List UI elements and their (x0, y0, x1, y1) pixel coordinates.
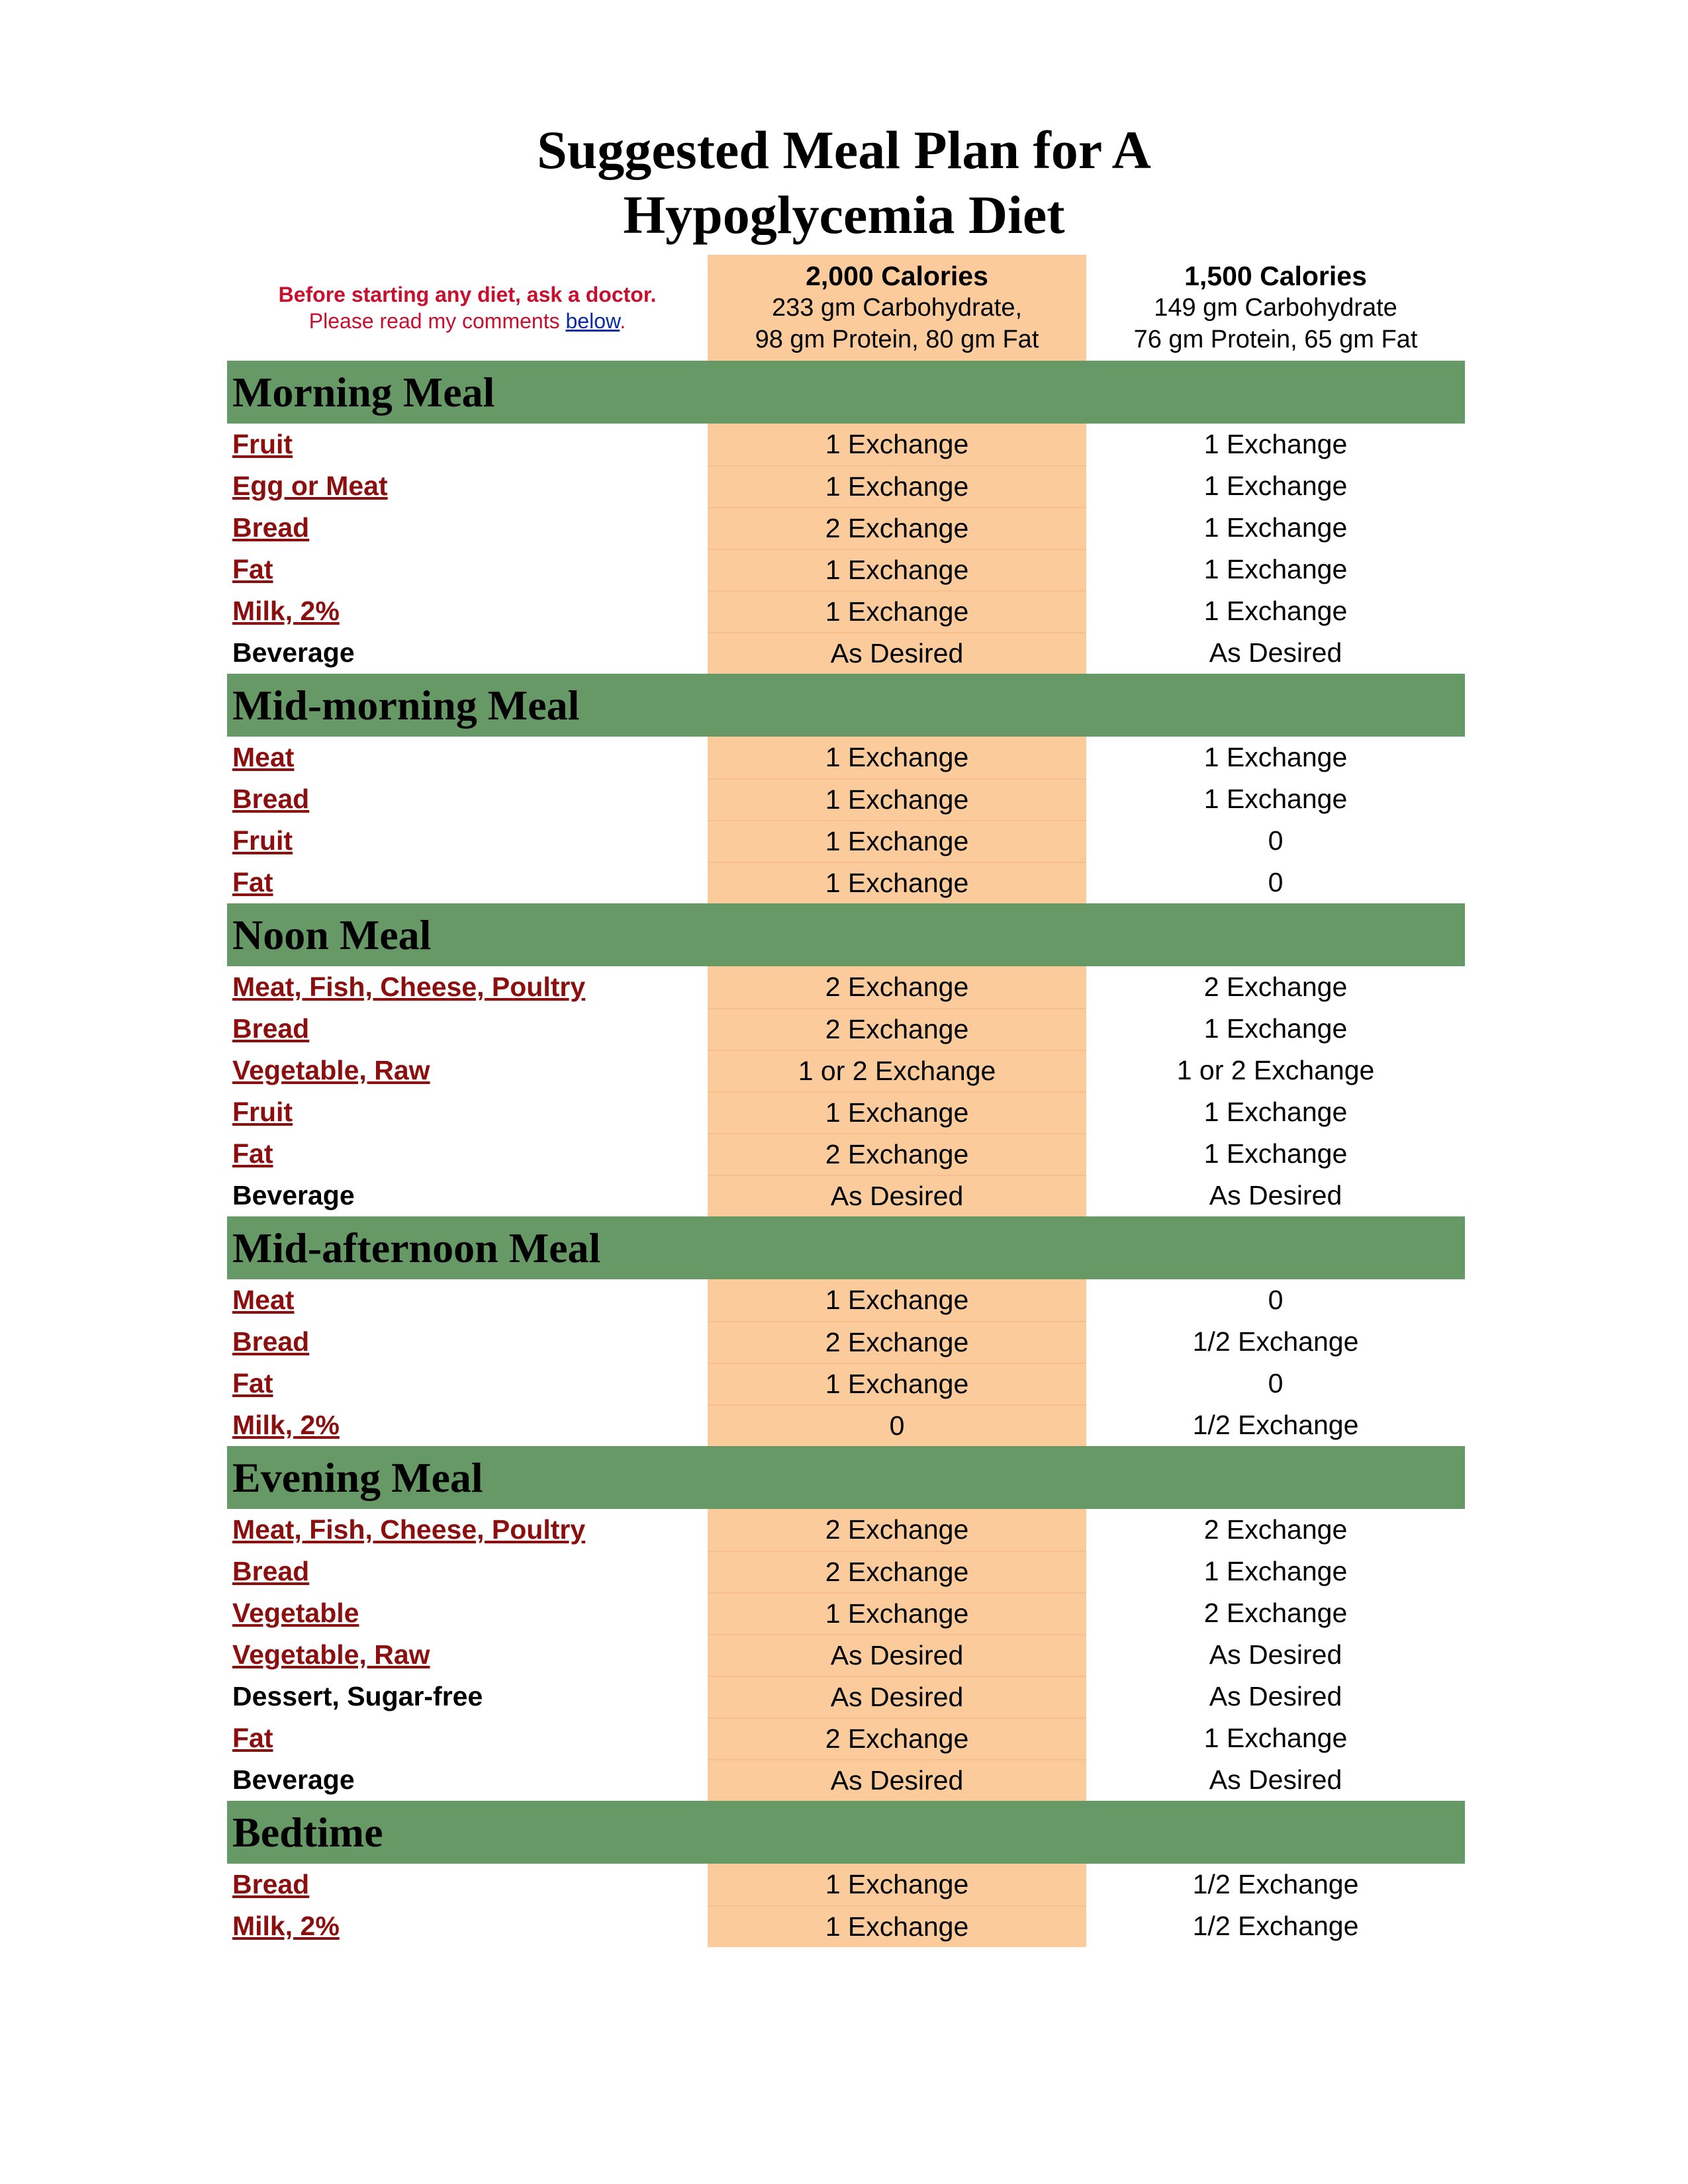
cell-1500-calories: As Desired (1209, 1764, 1342, 1795)
cell-2000-calories: 1 Exchange (708, 1363, 1086, 1404)
food-item-link[interactable]: Meat, Fish, Cheese, Poultry (232, 972, 586, 1002)
cell-1500-calories: 1 Exchange (1203, 1723, 1348, 1753)
food-item-link[interactable]: Vegetable, Raw (232, 1639, 430, 1670)
table-row (227, 507, 1465, 549)
cell-1500-calories: 1 Exchange (1203, 554, 1348, 584)
table-row (227, 1321, 1465, 1363)
section-header (227, 1446, 1465, 1509)
table-row (227, 424, 1465, 465)
cell-1500-calories: 1 Exchange (1203, 429, 1348, 459)
food-item-label: Dessert, Sugar-free (232, 1681, 483, 1711)
comments-prefix: Please read my comments (308, 309, 566, 333)
food-item-link[interactable]: Vegetable, Raw (232, 1055, 430, 1085)
section-title: Mid-afternoon Meal (232, 1224, 601, 1271)
cell-1500-calories: 1 Exchange (1203, 1556, 1348, 1586)
table-row (227, 1676, 1465, 1717)
food-item-link[interactable]: Fruit (232, 1097, 293, 1127)
cell-2000-calories: 1 or 2 Exchange (708, 1050, 1086, 1091)
food-item-label: Beverage (232, 1180, 355, 1210)
section-title: Mid-morning Meal (232, 681, 580, 729)
column-carbs: 233 gm Carbohydrate, (771, 294, 1023, 322)
cell-1500-calories: 1/2 Exchange (1192, 1326, 1359, 1357)
table-row (227, 1404, 1465, 1446)
column-title: 1,500 Calories (1184, 261, 1367, 291)
table-row (227, 549, 1465, 590)
meal-plan-table (227, 255, 1465, 1947)
cell-2000-calories: 2 Exchange (708, 1008, 1086, 1050)
food-item-link[interactable]: Bread (232, 512, 310, 543)
cell-2000-calories: 2 Exchange (708, 1321, 1086, 1363)
section-title: Noon Meal (232, 911, 432, 958)
cell-2000-calories: 1 Exchange (708, 778, 1086, 820)
column-protein-fat: 98 gm Protein, 80 gm Fat (755, 326, 1039, 353)
food-item-link[interactable]: Vegetable (232, 1598, 359, 1628)
cell-2000-calories: 2 Exchange (708, 966, 1086, 1008)
food-item-link[interactable]: Fruit (232, 429, 293, 459)
cell-1500-calories: 2 Exchange (1203, 1598, 1348, 1628)
cell-2000-calories: 1 Exchange (708, 549, 1086, 590)
table-row (227, 1592, 1465, 1634)
column-1500-calories (1086, 255, 1465, 361)
cell-2000-calories: 1 Exchange (708, 1592, 1086, 1634)
cell-1500-calories: 0 (1268, 867, 1284, 897)
cell-2000-calories: 1 Exchange (708, 424, 1086, 465)
page-title (0, 118, 1688, 248)
cell-2000-calories: 2 Exchange (708, 1717, 1086, 1759)
column-protein-fat: 76 gm Protein, 65 gm Fat (1133, 326, 1418, 353)
cell-1500-calories: As Desired (1209, 1639, 1342, 1670)
cell-1500-calories: 1 Exchange (1203, 1097, 1348, 1127)
table-header (227, 255, 1465, 361)
table-row (227, 1091, 1465, 1133)
food-item-link[interactable]: Fat (232, 1138, 273, 1169)
section-title: Bedtime (232, 1808, 383, 1856)
cell-2000-calories: 2 Exchange (708, 1133, 1086, 1175)
food-item-link[interactable]: Meat, Fish, Cheese, Poultry (232, 1514, 586, 1545)
table-row (227, 1133, 1465, 1175)
food-item-link[interactable]: Fat (232, 1368, 273, 1398)
page-title-line-2: Hypoglycemia Diet (623, 185, 1065, 245)
cell-2000-calories: As Desired (708, 1676, 1086, 1717)
cell-1500-calories: 2 Exchange (1203, 972, 1348, 1002)
column-2000-calories (708, 255, 1086, 361)
cell-1500-calories: 1 Exchange (1203, 1138, 1348, 1169)
section-header (227, 361, 1465, 424)
cell-2000-calories: 2 Exchange (708, 507, 1086, 549)
comments-suffix: . (620, 309, 626, 333)
cell-2000-calories: 1 Exchange (708, 737, 1086, 778)
section-title: Morning Meal (232, 368, 495, 416)
food-item-label: Beverage (232, 637, 355, 668)
cell-2000-calories: 1 Exchange (708, 1279, 1086, 1321)
table-row (227, 590, 1465, 632)
table-row (227, 1905, 1465, 1947)
cell-1500-calories: 1/2 Exchange (1192, 1911, 1359, 1941)
column-carbs: 149 gm Carbohydrate (1154, 294, 1397, 322)
food-item-link[interactable]: Bread (232, 1869, 310, 1899)
comments-notice (309, 308, 626, 334)
cell-2000-calories: 1 Exchange (708, 1864, 1086, 1905)
cell-1500-calories: As Desired (1209, 1681, 1342, 1711)
table-row (227, 465, 1465, 507)
cell-1500-calories: 1 Exchange (1203, 784, 1348, 814)
food-item-link[interactable]: Fruit (232, 825, 293, 856)
doctor-notice (227, 255, 708, 361)
cell-1500-calories: 1/2 Exchange (1192, 1869, 1359, 1899)
table-row (227, 778, 1465, 820)
cell-2000-calories: As Desired (708, 1759, 1086, 1801)
cell-2000-calories: 2 Exchange (708, 1509, 1086, 1551)
food-item-link[interactable]: Fat (232, 1723, 273, 1753)
doctor-warning: Before starting any diet, ask a doctor. (278, 283, 657, 306)
table-row (227, 820, 1465, 862)
cell-1500-calories: 1 Exchange (1203, 512, 1348, 543)
cell-2000-calories: 1 Exchange (708, 820, 1086, 862)
table-row (227, 1509, 1465, 1551)
section-header (227, 674, 1465, 737)
food-item-link[interactable]: Fat (232, 554, 273, 584)
food-item-link[interactable]: Milk, 2% (232, 1911, 340, 1941)
comments-below-link[interactable]: below (565, 309, 620, 333)
section-header (227, 1216, 1465, 1279)
table-row (227, 1634, 1465, 1676)
cell-2000-calories: As Desired (708, 632, 1086, 674)
table-row (227, 1008, 1465, 1050)
cell-1500-calories: 1/2 Exchange (1192, 1410, 1359, 1440)
cell-2000-calories: 1 Exchange (708, 1091, 1086, 1133)
cell-2000-calories: 0 (708, 1404, 1086, 1446)
food-item-label: Beverage (232, 1764, 355, 1795)
food-item-link[interactable]: Bread (232, 784, 310, 814)
table-row (227, 1717, 1465, 1759)
cell-2000-calories: 1 Exchange (708, 465, 1086, 507)
cell-2000-calories: 2 Exchange (708, 1551, 1086, 1592)
cell-1500-calories: As Desired (1209, 1180, 1342, 1210)
cell-1500-calories: As Desired (1209, 637, 1342, 668)
section-header (227, 903, 1465, 966)
section-title: Evening Meal (232, 1453, 483, 1501)
cell-2000-calories: 1 Exchange (708, 590, 1086, 632)
meal-sections (227, 361, 1465, 1947)
table-row (227, 1175, 1465, 1216)
table-row (227, 966, 1465, 1008)
cell-1500-calories: 0 (1268, 825, 1284, 856)
food-item-link[interactable]: Milk, 2% (232, 596, 340, 626)
table-row (227, 632, 1465, 674)
cell-1500-calories: 1 Exchange (1203, 742, 1348, 772)
table-row (227, 1759, 1465, 1801)
table-row (227, 1363, 1465, 1404)
food-item-link[interactable]: Milk, 2% (232, 1410, 340, 1440)
cell-1500-calories: 2 Exchange (1203, 1514, 1348, 1545)
food-item-link[interactable]: Bread (232, 1013, 310, 1044)
page-title-line-1: Suggested Meal Plan for A (537, 120, 1151, 180)
table-row (227, 1551, 1465, 1592)
table-row (227, 1050, 1465, 1091)
table-row (227, 862, 1465, 903)
cell-1500-calories: 1 Exchange (1203, 1013, 1348, 1044)
cell-1500-calories: 1 Exchange (1203, 596, 1348, 626)
table-row (227, 1279, 1465, 1321)
cell-2000-calories: 1 Exchange (708, 862, 1086, 903)
section-header (227, 1801, 1465, 1864)
table-row (227, 1864, 1465, 1905)
cell-2000-calories: As Desired (708, 1175, 1086, 1216)
food-item-link[interactable]: Fat (232, 867, 273, 897)
column-title: 2,000 Calories (806, 261, 988, 291)
food-item-link[interactable]: Egg or Meat (232, 471, 388, 501)
cell-2000-calories: As Desired (708, 1634, 1086, 1676)
cell-1500-calories: 1 Exchange (1203, 471, 1348, 501)
cell-1500-calories: 0 (1268, 1368, 1284, 1398)
cell-1500-calories: 1 or 2 Exchange (1176, 1055, 1375, 1085)
food-item-link[interactable]: Bread (232, 1556, 310, 1586)
cell-2000-calories: 1 Exchange (708, 1905, 1086, 1947)
table-row (227, 737, 1465, 778)
food-item-link[interactable]: Bread (232, 1326, 310, 1357)
food-item-link[interactable]: Meat (232, 1285, 295, 1315)
cell-1500-calories: 0 (1268, 1285, 1284, 1315)
food-item-link[interactable]: Meat (232, 742, 295, 772)
